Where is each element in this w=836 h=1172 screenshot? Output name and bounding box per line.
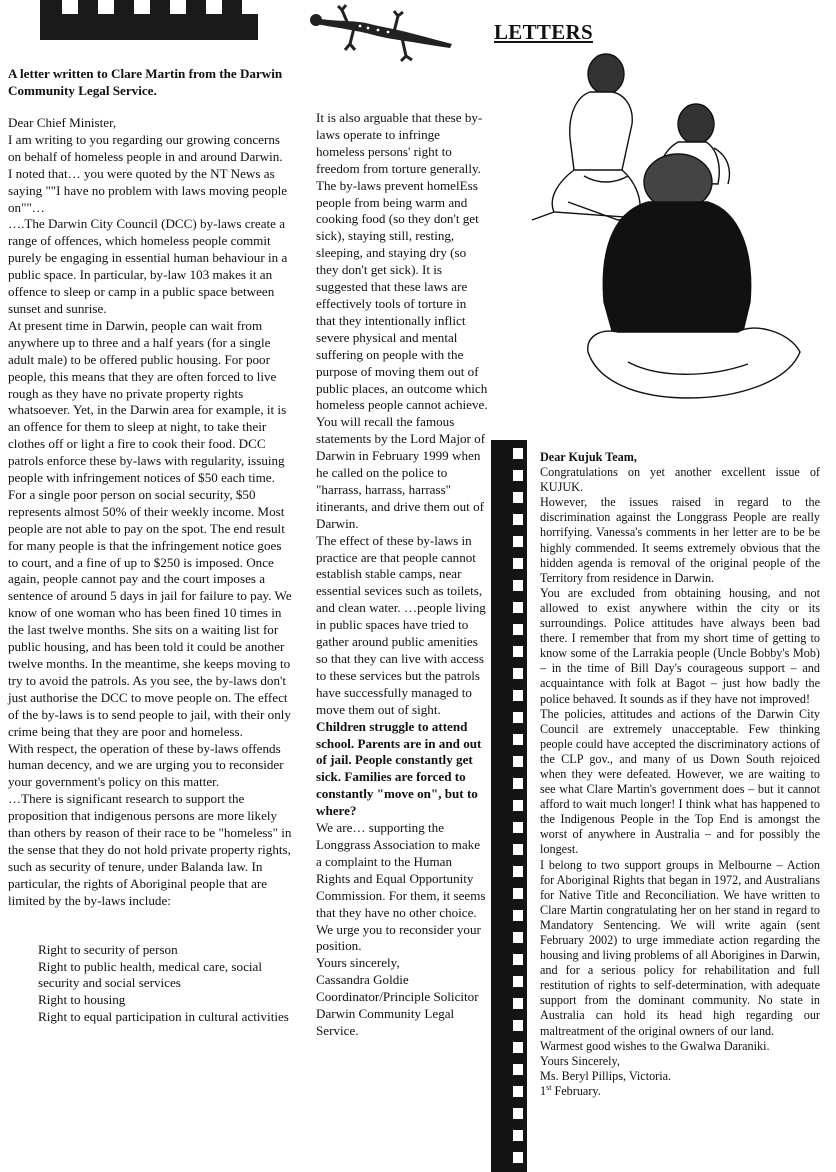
paragraph: The policies, attitudes and actions of the Darwin City Council are extremely unacceptable. Few thinking people could have accepted the discriminatory actions of the CLP gov., and many of us Down South rejoiced when they were defeated. However, we are waiting to see what Clare Martin's government does – but it cannot afford to wait much longer! I think what has happened to the Indigenous People in the Top End is amongst the worst of anywhere in Australia – and for possibly the longest. [540, 706, 820, 857]
rights-list [8, 942, 292, 1027]
film-hole [513, 778, 523, 789]
film-hole [513, 1086, 523, 1097]
film-hole [513, 668, 523, 679]
paragraph: I am writing to you regarding our growing concerns on behalf of homeless people in and around Darwin. [8, 131, 283, 164]
letter2-salutation: Dear Kujuk Team, [540, 450, 637, 464]
letter1-title: A letter written to Clare Martin from the Darwin Community Legal Service. [8, 66, 283, 98]
film-strip-border [491, 440, 527, 1172]
film-hole [513, 844, 523, 855]
signer: Ms. Beryl Pillips, Victoria. [540, 1068, 672, 1083]
header-decoration [40, 0, 258, 40]
film-hole [513, 448, 523, 459]
letter2-column [540, 450, 820, 1099]
film-hole [513, 602, 523, 613]
closing-wish: Warmest good wishes to the Gwalwa Daraniki. [540, 1038, 770, 1053]
film-hole [513, 1152, 523, 1163]
film-hole [513, 536, 523, 547]
date-suffix: st [546, 1082, 552, 1092]
letter1-column2 [316, 110, 488, 1040]
signoff: Yours Sincerely, [540, 1053, 620, 1068]
film-hole [513, 514, 523, 525]
paragraph: ….The Darwin City Council (DCC) by-laws create a range of offences, which homeless people commit purely be engaging in essential human behaviour in a public space. In particular, by-law 103 makes it an offence to sleep or camp in a public space between sunset and sunrise. [8, 216, 288, 316]
paragraph: However, the issues raised in regard to the discrimination against the Longgrass People are really horrifying. Vanessa's comments in her letter are to be be highly commended. It seems extremely obvious that the hidden agenda is removal of the original people of the Territory from residence in Darwin. [540, 495, 820, 585]
film-hole [513, 800, 523, 811]
film-hole [513, 580, 523, 591]
film-hole [513, 690, 523, 701]
signer-name: Cassandra Goldie [316, 972, 409, 988]
page-heading: LETTERS [494, 20, 593, 44]
paragraph: You are excluded from obtaining housing, and not allowed to exist anywhere within the city or its surroundings. Police attitudes have always been bad there. I remember that from my short time of getting to know some of the Larrakia people (Uncle Bobby's Mob) – in the time of Bill Day's courageous support – and acquaintance with folk at Bagot – just how badly the police behaved. It sounds as if they have not improved! [540, 585, 820, 706]
list-item: Right to security of person [38, 941, 178, 957]
letter1-column1 [8, 66, 292, 1026]
paragraph: Congratulations on yet another excellent issue of KUJUK. [540, 465, 820, 495]
film-hole [513, 1108, 523, 1119]
signoff: Yours sincerely, [316, 955, 400, 971]
film-hole [513, 712, 523, 723]
lizard-icon [308, 0, 456, 66]
letter1-salutation: Dear Chief Minister, [8, 115, 117, 130]
film-hole [513, 558, 523, 569]
date-month: February. [551, 1083, 601, 1098]
film-hole [513, 932, 523, 943]
paragraph: We are… supporting the Longgrass Association to make a complaint to the Human Rights and Equal Opportunity Commission. For them, it seems that they have no other choice. [316, 820, 486, 920]
film-hole [513, 1130, 523, 1141]
letter-date [540, 1084, 820, 1099]
list-item: Right to equal participation in cultural activities [38, 1009, 289, 1025]
film-hole [513, 1020, 523, 1031]
film-hole [513, 866, 523, 877]
paragraph: At present time in Darwin, people can wait from anywhere up to three and a half years (for a single adult male) to be offered public housing. For poor people, this means that they are often forced to live rough as they have no private property rights whatsoever. Yet, in the Darwin area for example, it is an offence for them to sleep at night, to take their clothes off or light a fire to cook their food. DCC patrols enforce these by-laws with regularity, issuing people with infringement notices of $50 each time. For a single poor person on social security, $50 represents almost 50% of their weekly income. Most people are not able to pay on the spot. The end result for many people is that the infringement notice goes to court, and a fine of up to $250 is imposed. Once again, people cannot pay and the court imposes a sentence of around 5 days in jail for failure to pay. We know of one woman who has been fined 10 times in the last twelve months. She sits on a waiting list for public housing, and has been told it could be another twelve months. In the meantime, she keeps moving to try to avoid the patrols. As you see, the by-laws don't just authorise the DCC to move people on. The effect of the by-laws is to send people to jail, with their only crime being that they are poor and homeless. [8, 317, 292, 739]
film-hole [513, 756, 523, 767]
paragraph: It is also arguable that these by-laws operate to infringe homeless persons' right to freedom from torture generally. The by-laws prevent homelEss people from being warm and cooking food (so they don't get sick), staying still, resting, sleeping, and staying dry (so they don't get sick). It is suggested that these laws are effectively tools of torture in that they intentionally inflict severe physical and mental suffering on people with the purpose of moving them out of public places, an outcome which homeless people cannot achieve. You will recall the famous statements by the Lord Major of Darwin in February 1999 when he called on the police to "harrass, harrass, harrass" itinerants, and drive them out of Darwin. [316, 110, 488, 531]
list-item: Right to housing [38, 992, 126, 1008]
signer-title: Coordinator/Principle Solicitor [316, 989, 479, 1005]
bold-statement: Children struggle to attend school. Parents are in and out of jail. People constantly get sick. Families are forced to constantly "move on", but to where? [316, 718, 482, 819]
film-hole [513, 888, 523, 899]
paragraph: I noted that… you were quoted by the NT News as saying ""I have no problem with laws moving people on""… [8, 165, 288, 215]
paragraph: …There is significant research to support the proposition that indigenous persons are more likely than others by reason of their race to be "homeless" in the sense that they do not hold private property rights, such as security of tenure, under Balanda law. In particular, the rights of Aboriginal people that are limited by the by-laws include: [8, 791, 292, 908]
film-hole [513, 1042, 523, 1053]
list-item: Right to public health, medical care, social security and social services [38, 958, 262, 991]
paragraph: We urge you to reconsider your position. [316, 921, 481, 954]
date-day: 1 [540, 1083, 547, 1098]
paragraph: The effect of these by-laws in practice are that people cannot establish stable camps, near essential sevices such as toilets, and clean water. …people living in public spaces have tried to gather around public amenities so that they can live with access to these services but the patrols have successfully managed to move them out of sight. [316, 532, 486, 717]
film-hole [513, 976, 523, 987]
paragraph: With respect, the operation of these by-laws offends human decency, and we are urging you to reconsider your government's policy on this matter. [8, 740, 284, 790]
film-hole [513, 1064, 523, 1075]
film-hole [513, 910, 523, 921]
film-hole [513, 492, 523, 503]
film-hole [513, 646, 523, 657]
film-hole [513, 734, 523, 745]
film-hole [513, 624, 523, 635]
film-hole [513, 470, 523, 481]
film-hole [513, 954, 523, 965]
film-hole [513, 998, 523, 1009]
film-hole [513, 822, 523, 833]
figures-illustration [528, 52, 810, 404]
signer-organisation: Darwin Community Legal Service. [316, 1006, 455, 1038]
paragraph: I belong to two support groups in Melbourne – Action for Aboriginal Rights that began in 1972, and Australians for Native Title and Reconciliation. We have written to Clare Martin congratulating her on her stand in regard to Mandatory Sentencing. We will write again (sent February 2002) to urge immediate action regarding the housing and living problems of all Aborigines in Darwin, and for a serious policy for rehabilitation and full restitution of rights to self-determination, with adequate support from the dominant community. No state in Australia can hold its head high regarding our maltreatment of the original owners of our land. [540, 857, 820, 1038]
